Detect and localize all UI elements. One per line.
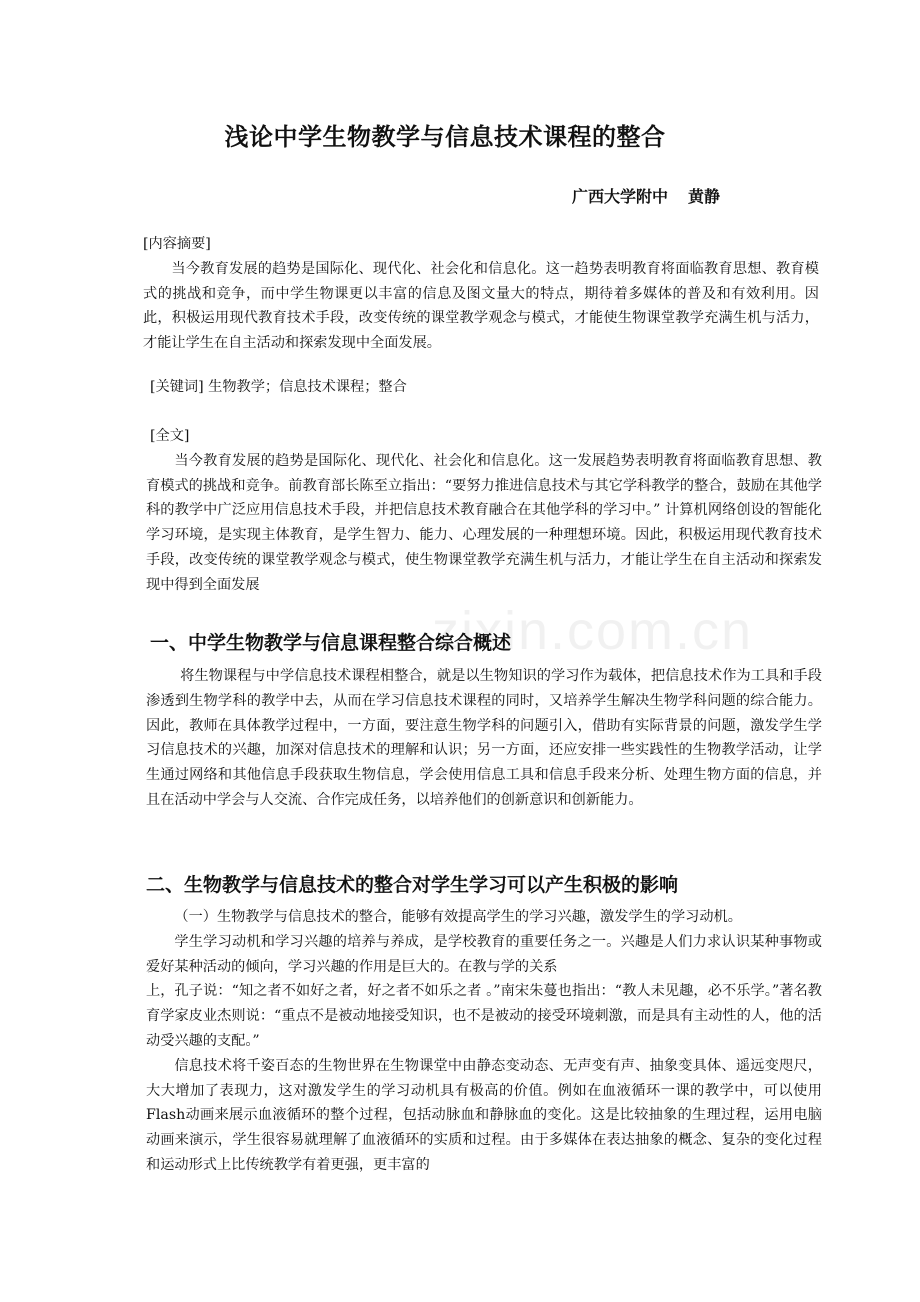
author-affiliation: 广西大学附中 [572, 187, 669, 206]
fulltext-section [146, 424, 822, 598]
section-heading-2: 二、生物教学与信息技术的整合对学生学习可以产生积极的影响 [146, 874, 679, 896]
section-2-paragraph-2: 信息技术将千姿百态的生物世界在生物课堂中由静态变动态、无声变有声、抽象变具体、遥远变咫尺，大大增加了表现力，这对激发学生的学习动机具有极高的价值。例如在血液循环一课的教学中，可以使用Flash动画来展示血液循环的整个过程，包括动脉血和静脉血的变化。这是比较抽象的生理过程，运用电脑动画来演示，学生很容易就理解了血液循环的实质和过程。由于多媒体在表达抽象的概念、复杂的变化过程和运动形式上比传统教学有着更强，更丰富的 [146, 1057, 822, 1173]
section-2-subheading-1: （一）生物教学与信息技术的整合，能够有效提高学生的学习兴趣，激发学生的学习动机。 [174, 909, 742, 925]
fulltext-paragraph: 当今教育发展的趋势是国际化、现代化、社会化和信息化。这一发展趋势表明教育将面临教育思想、教育模式的挑战和竞争。前教育部长陈至立指出：“要努力推进信息技术与其它学科教学的整合，鼓励在其他学科的教学中广泛应用信息技术手段，并把信息技术教育融合在其他学科的学习中。” 计算机网络创设的智能化学习环境，是实现主体教育，是学生智力、能力、心理发展的一种理想环境。因此，积极运用现代教育技术手段，改变传统的课堂教学观念与模式，使生物课堂教学充满生机与活力，才能让学生在自主活动和探索发现中得到全面发展 [146, 452, 822, 593]
document-title: 浅论中学生物教学与信息技术课程的整合 [224, 123, 666, 151]
section-2-paragraph-1b: 上，孔子说：“知之者不如好之者，好之者不如乐之者 。”南宋朱蔓也指出：“教人未见趣，必不乐学。”著名教育学家皮业杰则说：“重点不是被动地接受知识，也不是被动的接受环境刺激，而是具有主动性的人，他的活动受兴趣的支配。” [146, 983, 822, 1049]
section-2-paragraph-1a: 学生学习动机和学习兴趣的培养与养成，是学校教育的重要任务之一。兴趣是人们力求认识某种事物或爱好某种活动的倾向，学习兴趣的作用是巨大的。在教与学的关系 [146, 933, 822, 975]
section-2-body [146, 905, 822, 1178]
section-1-body [146, 664, 822, 813]
abstract-section [143, 232, 819, 356]
section-1-paragraph: 将生物课程与中学信息技术课程相整合，就是以生物知识的学习作为载体，把信息技术作为工具和手段渗透到生物学科的教学中去，从而在学习信息技术课程的同时，又培养学生解决生物学科问题的综合能力。因此，教师在具体教学过程中，一方面，要注意生物学科的问题引入，借助有实际背景的问题，激发学生学习信息技术的兴趣，加深对信息技术的理解和认识；另一方面，还应安排一些实践性的生物教学活动，让学生通过网络和其他信息手段获取生物信息，学会使用信息工具和信息手段来分析、处理生物方面的信息，并且在活动中学会与人交流、合作完成任务，以培养他们的创新意识和创新能力。 [146, 668, 822, 808]
keywords-section [150, 375, 826, 400]
abstract-text: 当今教育发展的趋势是国际化、现代化、社会化和信息化。这一趋势表明教育将面临教育思想、教育模式的挑战和竞争，而中学生物课更以丰富的信息及图文量大的特点，期待着多媒体的普及和有效利用。因此，积极运用现代教育技术手段，改变传统的课堂教学观念与模式，才能使生物课堂教学充满生机与活力，才能让学生在自主活动和探索发现中全面发展。 [143, 260, 819, 352]
keywords-text: 生物教学；信息技术课程；整合 [208, 379, 407, 395]
keywords-label: [关键词] [150, 379, 204, 395]
author-name: 黄静 [688, 187, 721, 206]
fulltext-label: [全文] [150, 428, 190, 444]
author-line [572, 184, 720, 207]
abstract-label: [内容摘要] [143, 236, 211, 252]
section-heading-1: 一、中学生物教学与信息课程整合综合概述 [150, 632, 512, 654]
watermark: zixin.com.cn [432, 601, 754, 661]
